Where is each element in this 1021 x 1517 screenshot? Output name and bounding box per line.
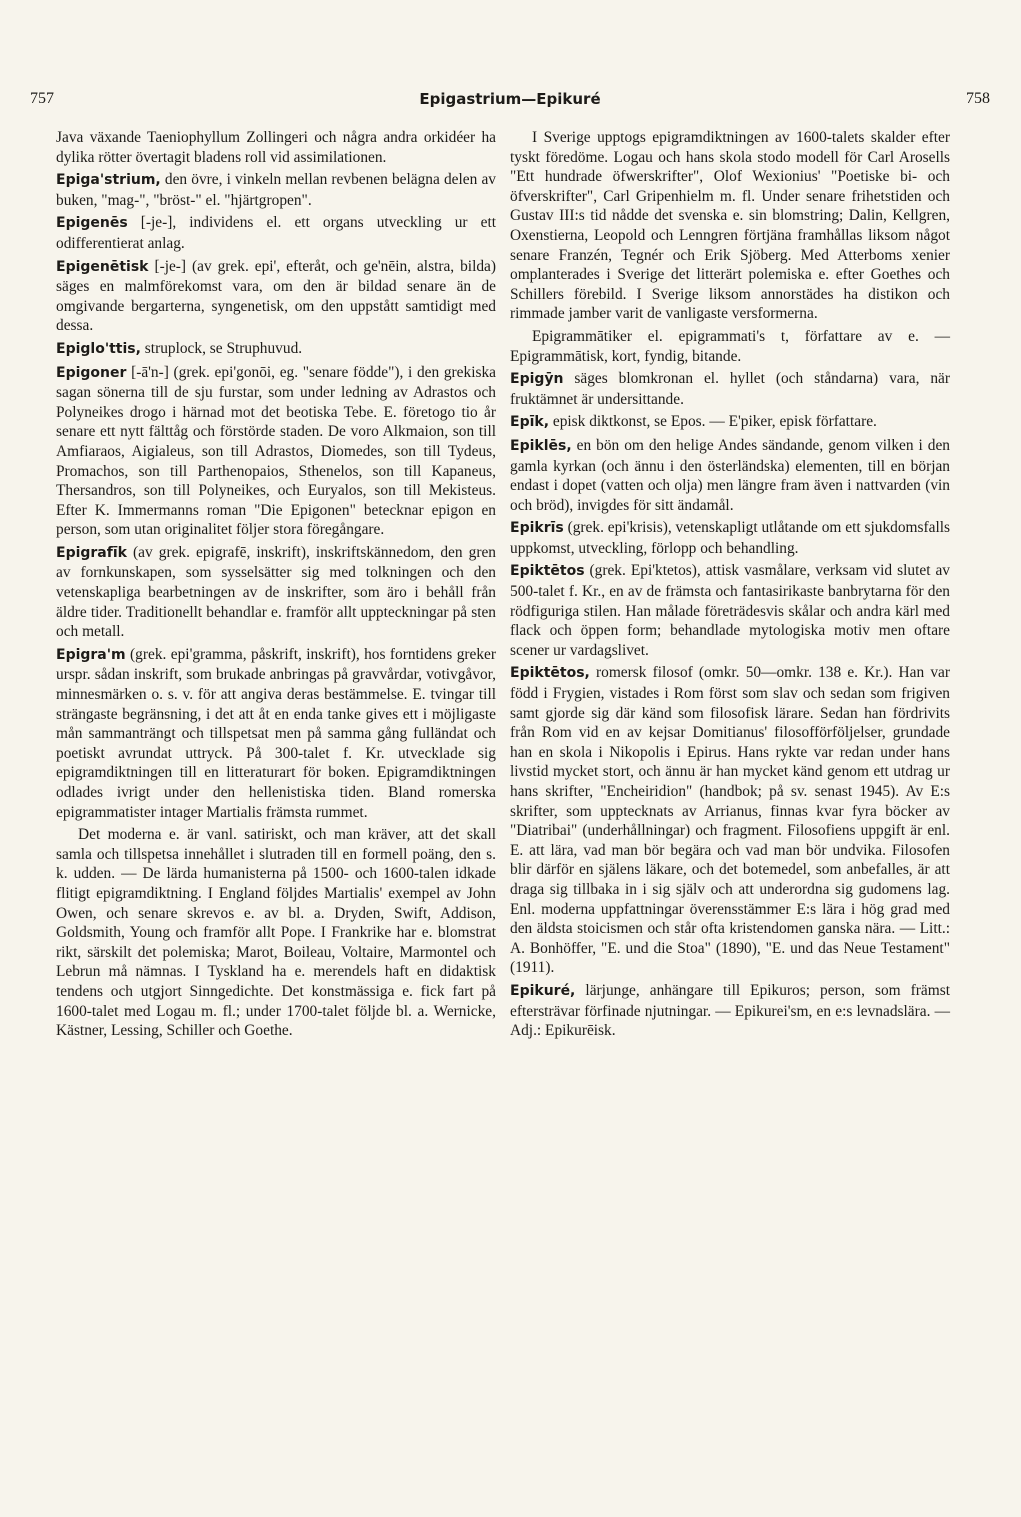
entry [56,128,496,167]
entry-headword: Epigenēs [56,215,128,232]
entry-text: romersk filosof (omkr. 50—omkr. 138 e. Kr.). Han var född i Frygien, vistades i Rom först som slav och sedan som frigiven samt gjorde sig där känd som filosofisk lärare. Sedan han fördrivits från Rom vid en av kejsar Domitianus' filosofförföljelser, grundade han en skola i Nikopolis i Epirus. Hans rykte var redan under hans livstid mycket stort, och ännu är han mycket känd genom ett utdrag ur hans skrifter, "Encheiridion" (handbok; på sv. senast 1945). Av E:s skrifter, som upptecknats av Arrianus, finnas kvar fyra böcker av "Diatribai" (underhållningar) och fragment. Filosofiens uppgift är enl. E. att lära, vad man bör begära och vad man bör undvika. Filosofen blir därför en själens läkare, och det botemedel, som anbefalles, är att draga sig tillbaka in i sig själv och att underordna sig gudomens lag. Enl. moderna uppfattningar överensstämmer E:s lära i hög grad med den äldsta stoicismen och står ofta kristendomen ganska nära. — Litt.: A. Bonhöffer, "E. und die Stoa" (1890), "E. und das Neue Testament" (1911). [510,664,950,977]
entry-text: (grek. epi'gramma, påskrift, inskrift), hos forntidens greker urspr. sådan inskrift, som brukade anbringas på gravvårdar, votivgåvor, minnesmärken o. s. v. för att angiva deras bestämmelse. E. tvingar till strängaste begränsning, i det att åt en enda tanke gives ett i möjligaste mån sammanträngt och tillspetsat men på samma gång fulländat och poetiskt avrundat uttryck. På 300-talet f. Kr. utvecklade sig epigramdiktningen till en litteraturart för boken. Epigramdiktningen odlades ivrigt under den hellenistiska tiden. Bland romerska epigrammatister intager Martialis främsta rummet. [56,645,496,821]
entry-headword: Epiklēs, [510,437,572,454]
entry-text: I Sverige upptogs epigramdiktningen av 1600-talets skalder efter tyskt föredöme. Logau och hans skola stodo modell för Carl Arosells "Ett hundrade öfwerskrifter", Olof Wexionius' "Poetiske bi- och öfverskrifter", Carl Gripenhielm m. fl. Under senare frihetstiden och Gustav III:s tid nådde det svenska e. sin blomstring; Dalin, Kellgren, Oxenstierna, Leopold och Lenngren förtjäna framhållas liksom något senare Franzén, Tegnér och Erik Sjöberg. Med Atterboms xenier omplanterades i Sverige det litterärt polemiska e. efter Goethes och Schillers förebild. I Sverige liksom annorstädes ha distikon och rimmade jamber varit de vanligaste versformerna. [510,129,950,323]
entry-headword: Epigrafīk [56,544,127,561]
entry [510,561,950,660]
entry-text: (grek. Epi'ktetos), attisk vasmålare, verksam vid slutet av 500-talet f. Kr., en av de främsta och fantasirikaste banbrytarna för den rödfiguriga stilen. Han målade företrädesvis skålar och andra kärl med flack och öppen form; behandlade mytologiska motiv men oftare scener ur vardagslivet. [510,562,950,659]
entry [56,170,496,210]
entry-headword: Epigenētisk [56,258,149,275]
entry-text: Epigrammātiker el. epigrammati's t, författare av e. — Epigrammātisk, kort, fyndig, bitande. [510,327,950,365]
entry-text: [-je-] (av grek. epi', efteråt, och ge'nēin, alstra, bilda) säges en malmförekomst vara, om den är bildad senare än de omgivande bergarterna, syngenetisk, om den uppstått samtidigt med dessa. [56,257,496,335]
page-title: Epigastrium—Epikuré [419,90,601,108]
entry-headword: Epigoner [56,364,127,381]
entry-headword: Epiglo'ttis, [56,340,141,357]
entry-headword: Epigȳn [510,371,564,388]
entry [510,412,950,433]
entry-text: den övre, i vinkeln mellan revbenen belägna delen av buken, "mag-", "bröst-" el. "hjärtgropen". [56,171,496,209]
entry [510,981,950,1041]
entry-text: säges blomkronan el. hyllet (och ståndarna) vara, när fruktämnet är undersittande. [510,370,950,408]
entry-headword: Epiga'strium, [56,172,161,189]
entry [56,213,496,253]
entry [56,645,496,822]
entry-headword: Epīk, [510,414,550,431]
entry-text: episk diktkonst, se Epos. — E'piker, episk författare. [549,413,877,431]
entry-text: Det moderna e. är vanl. satiriskt, och man kräver, att det skall samla och tillspetsa innehållet i slutraden till en formell poäng, den s. k. udden. — De lärda humanisterna på 1500- och 1600-talen idkade flitigt epigramdiktning. I England följdes Martialis' exempel av John Owen, och senare skrevos e. av bl. a. Dryden, Swift, Addison, Goldsmith, Young och framför allt Pope. I Frankrike har e. blomstrat rikt, särskilt det polemiska; Marot, Boileau, Voltaire, Marmontel och Lebrun må nämnas. I Tyskland ha e. merendels haft en didaktisk tendens och utgjort Sinngedichte. Det konstmässiga e. fick fart på 1600-talet med Logau m. fl.; under 1700-talet följde bl. a. Wernicke, Kästner, Lessing, Schiller och Goethe. [56,826,496,1040]
entry-text: lärjunge, anhängare till Epikuros; person, som främst eftersträvar förfinade njutningar. — Epikurei'sm, en e:s levnadslära. — Adj.: Epikurēisk. [510,981,950,1040]
entry [510,518,950,558]
entry-text: (grek. epi'krisis), vetenskapligt utlåtande om ett sjukdomsfalls uppkomst, utveckling, förlopp och behandling. [510,519,950,557]
entry [510,663,950,978]
page-header [30,90,990,118]
entry [56,363,496,540]
entry-headword: Epiktētos, [510,665,590,682]
entry-headword: Epigra'm [56,646,126,663]
entry-headword: Epiktētos [510,563,585,580]
entry-headword: Epikuré, [510,982,576,999]
entry-text: [-je-], individens el. ett organs utveckling ur ett odifferentierat anlag. [56,214,496,252]
entry-text: struplock, se Struphuvud. [140,339,303,357]
entry [56,825,496,1041]
entry [510,436,950,515]
entry [56,543,496,642]
entry-headword: Epikrīs [510,520,564,537]
entry [510,369,950,409]
left-column [56,128,496,1044]
entry [510,327,950,366]
page-number-right: 758 [966,90,990,107]
entry-text: (av grek. epigrafē, inskrift), inskriftskännedom, den gren av fornkunskapen, som sysselsätter sig med tolkningen och den vetenskapliga bearbetningen av de inskrifter, som äro i behåll från äldre tider. Traditionellt behandlar e. framför allt uppteckningar på sten och metall. [56,543,496,641]
entry [56,339,496,360]
entry [510,128,950,324]
page-number-left: 757 [30,90,54,107]
entry-text: Java växande Taeniophyllum Zollingeri och några andra orkidéer ha dylika rötter övertagit bladens roll vid assimilationen. [56,129,496,166]
entry-text: [-ā'n-] (grek. epi'gonōi, eg. "senare födde"), i den grekiska sagan sönerna till de sju furstar, som under ledning av Adrastos och Polyneikes drogo i härnad mot det beotiska Tebe. E. företogo tio år senare ett nytt fälttåg och förstörde staden. De voro Alkmaion, son till Amfiaraos, Aigialeus, son till Adrastos, Diomedes, son till Tydeus, Promachos, son till Parthenopaios, Sthenelos, son till Kapaneus, Thersandros, son till Polyneikes, och Euryalos, son till Mekisteus. Efter K. Immermanns roman "Die Epigonen" betecknar epigon en person, som utan originalitet följer stora föregångare. [56,363,496,539]
right-column [510,128,950,1044]
entry [56,257,496,336]
entry-text: en bön om den helige Andes sändande, genom vilken i den gamla kyrkan (och ännu i den österländska) elementen, till en början endast i dopet (vatten och olja) men längre fram även i nattvarden (vin och bröd), invigdes för sitt ändamål. [510,436,950,514]
